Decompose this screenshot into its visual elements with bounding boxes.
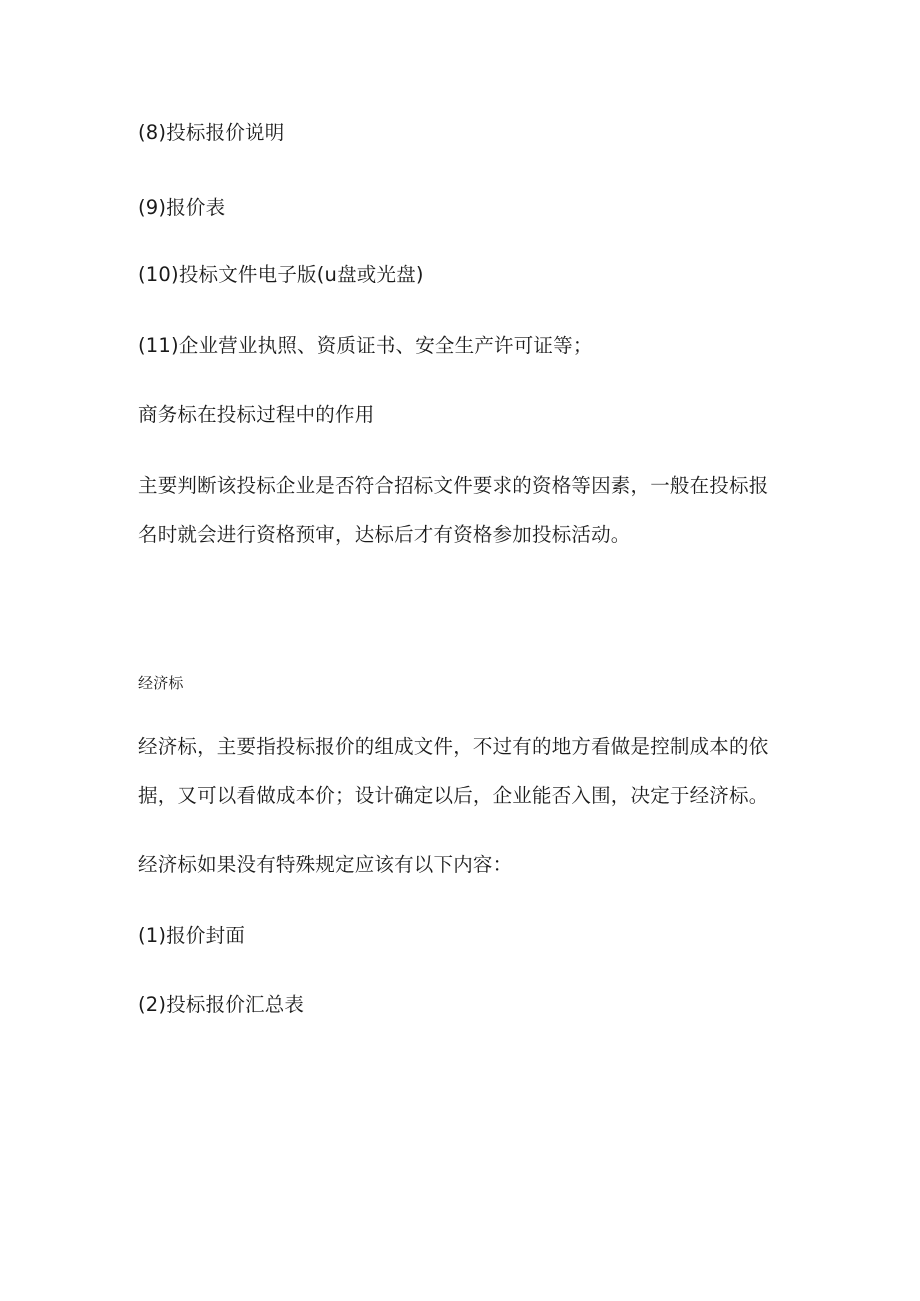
list-item-electronic-bid-file: (10)投标文件电子版(u盘或光盘): [138, 263, 424, 286]
list-item-bid-price-explanation: (8)投标报价说明: [138, 121, 285, 144]
list-item-bid-price-summary: (2)投标报价汇总表: [138, 993, 305, 1016]
section-heading-business-bid-role: 商务标在投标过程中的作用: [138, 403, 375, 426]
paragraph-economic-bid-intro: 经济标如果没有特殊规定应该有以下内容：: [138, 853, 513, 876]
paragraph-business-bid-line-2: 名时就会进行资格预审，达标后才有资格参加投标活动。: [138, 523, 631, 546]
paragraph-business-bid-line-1: 主要判断该投标企业是否符合招标文件要求的资格等因素，一般在投标报: [138, 474, 769, 497]
list-item-price-table: (9)报价表: [138, 196, 226, 219]
list-item-price-cover: (1)报价封面: [138, 924, 246, 947]
paragraph-economic-bid-line-2: 据，又可以看做成本价；设计确定以后，企业能否入围，决定于经济标。: [138, 784, 769, 807]
section-title-economic-bid: 经济标: [138, 674, 184, 692]
list-item-business-licenses: (11)企业营业执照、资质证书、安全生产许可证等；: [138, 334, 593, 357]
paragraph-economic-bid-line-1: 经济标，主要指投标报价的组成文件，不过有的地方看做是控制成本的依: [138, 735, 769, 758]
